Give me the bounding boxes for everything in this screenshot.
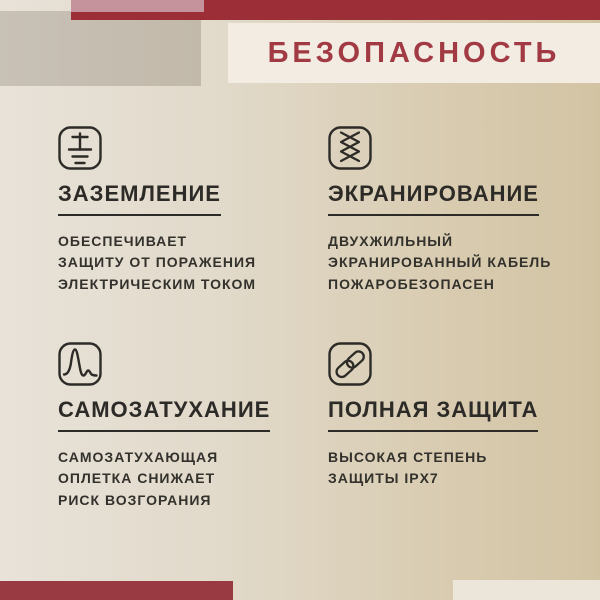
body-line: ЭКРАНИРОВАННЫЙ КАБЕЛЬ [328, 254, 552, 271]
chain-link-icon [328, 342, 372, 386]
bottom-red-block [0, 581, 233, 600]
body-line: ДВУХЖИЛЬНЫЙ [328, 232, 454, 249]
title-banner [228, 23, 600, 83]
section-heading: ЗАЗЕМЛЕНИЕ [58, 181, 221, 216]
body-line: ЗАЩИТЫ IPX7 [328, 470, 439, 487]
section-shielding [328, 126, 586, 295]
body-line: ОПЛЕТКА СНИЖАЕТ [58, 470, 216, 487]
section-grounding [58, 126, 316, 295]
body-line: ЭЛЕКТРИЧЕСКИМ ТОКОМ [58, 275, 257, 292]
section-body [328, 231, 586, 296]
braided-shield-icon [328, 126, 372, 170]
body-line: ЗАЩИТУ ОТ ПОРАЖЕНИЯ [58, 254, 257, 271]
top-pink-bar [71, 0, 204, 12]
section-self-extinguishing [58, 342, 316, 511]
section-full-protection [328, 342, 586, 490]
section-body [328, 447, 586, 490]
page-title: БЕЗОПАСНОСТЬ [267, 36, 561, 69]
body-line: РИСК ВОЗГОРАНИЯ [58, 491, 212, 508]
bottom-cream-block [453, 580, 600, 600]
body-line: ВЫСОКАЯ СТЕПЕНЬ [328, 448, 488, 465]
section-body [58, 231, 316, 296]
section-body [58, 447, 316, 512]
damped-pulse-icon [58, 342, 102, 386]
section-heading: ПОЛНАЯ ЗАЩИТА [328, 397, 538, 432]
body-line: ПОЖАРОБЕЗОПАСЕН [328, 275, 495, 292]
section-heading: САМОЗАТУХАНИЕ [58, 397, 270, 432]
grounding-icon [58, 126, 102, 170]
section-heading: ЭКРАНИРОВАНИЕ [328, 181, 539, 216]
top-left-gray-block [0, 11, 201, 86]
body-line: ОБЕСПЕЧИВАЕТ [58, 232, 188, 249]
body-line: САМОЗАТУХАЮЩАЯ [58, 448, 219, 465]
